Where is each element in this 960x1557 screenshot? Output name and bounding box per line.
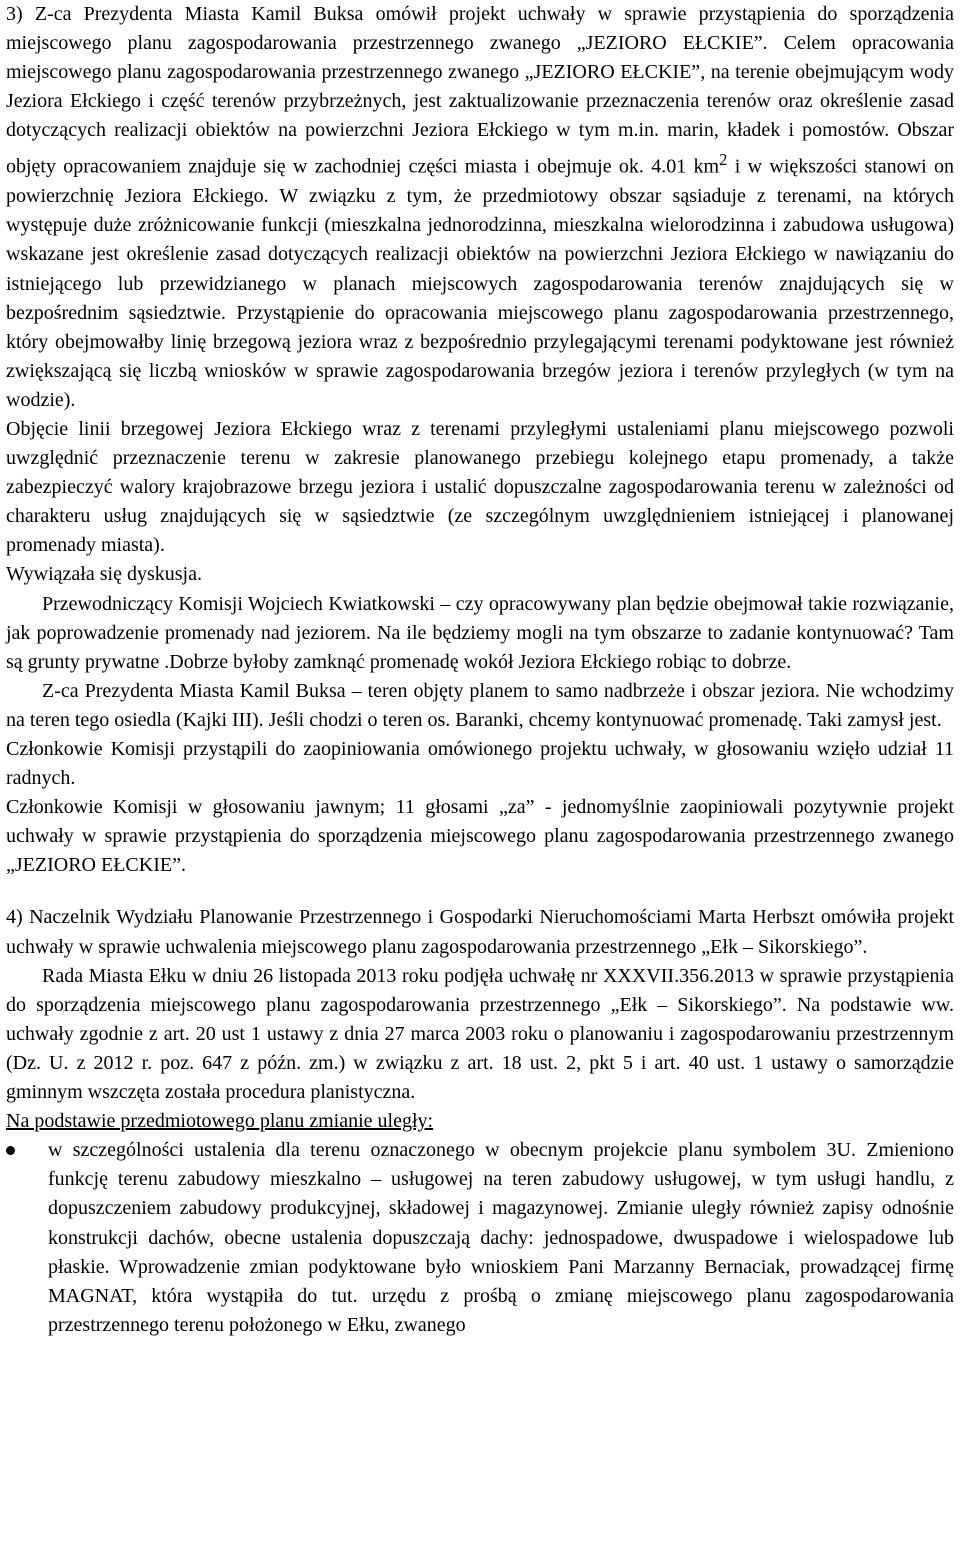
paragraph-changes-heading: Na podstawie przedmiotowego planu zmianie uległy: <box>6 1110 434 1133</box>
paragraph-vice-president-answer: Z-ca Prezydenta Miasta Kamil Buksa – teren objęty planem to samo nadbrzeże i obszar jeziora. Nie wchodzimy na teren tego osiedla (Kajki III). Jeśli chodzi o teren os. Baranki, chcemy kontynuować promenadę. Taki zamysł jest. <box>6 679 954 731</box>
list-item <box>6 1136 954 1340</box>
superscript-km2: 2 <box>719 150 728 170</box>
paragraph-voting-start: Członkowie Komisji przystąpili do zaopiniowania omówionego projektu uchwały, w głosowaniu wzięło udział 11 radnych. <box>6 738 954 790</box>
paragraph-item-3-text-a: 3) Z-ca Prezydenta Miasta Kamil Buksa omówił projekt uchwały w sprawie przystąpienia do sporządzenia miejscowego planu zagospodarowania przestrzennego zwanego „JEZIORO EŁCKIE”. Celem opracowania miejscowego planu zagospodarowania przestrzennego zwanego „JEZIORO EŁCKIE”, na terenie obejmującym wody Jeziora Ełckiego i część terenów przybrzeżnych, jest zaktualizowanie przeznaczenia terenów oraz określenie zasad dotyczących realizacji obiektów na powierzchni Jeziora Ełckiego w tym m.in. marin, kładek i pomostów. Obszar objęty opracowaniem znajduje się w zachodniej części miasta i obejmuje ok. 4.01 km <box>6 3 954 179</box>
paragraph-voting-result: Członkowie Komisji w głosowaniu jawnym; 11 głosami „za” - jednomyślnie zaopiniowali pozytywnie projekt uchwały w sprawie przystąpienia do sporządzenia miejscowego planu zagospodarowania przestrzennego zwanego „JEZIORO EŁCKIE”. <box>6 796 954 877</box>
paragraph-council-resolution: Rada Miasta Ełku w dniu 26 listopada 2013 roku podjęła uchwałę nr XXXVII.356.2013 w sprawie przystąpienia do sporządzenia miejscowego planu zagospodarowania przestrzennego „Ełk – Sikorskiego”. Na podstawie ww. uchwały zgodnie z art. 20 ust 1 ustawy z dnia 27 marca 2003 roku o planowaniu i zagospodarowaniu przestrzennym (Dz. U. z 2012 r. poz. 647 z późn. zm.) w związku z art. 18 ust. 2, pkt 5 i art. 40 ust. 1 ustawy o samorządzie gminnym wszczęta została procedura planistyczna. <box>6 964 954 1104</box>
document-page <box>6 0 954 1340</box>
changes-list <box>6 1136 954 1340</box>
list-item-text: w szczególności ustalenia dla terenu oznaczonego w obecnym projekcie planu symbolem 3U. Zmieniono funkcję terenu zabudowy mieszkalno – usługowej na teren zabudowy usługowej, w tym usługi handlu, z dopuszczeniem zabudowy produkcyjnej, składowej i magazynowej. Zmianie uległy również zapisy odnośnie konstrukcji dachów, obecne ustalenia dopuszczają dachy: jednospadowe, dwuspadowe i wielospadowe lub płaskie. Wprowadzenie zmian podyktowane było wnioskiem Pani Marzanny Bernaciak, prowadzącej firmę MAGNAT, która wystąpiła do tut. urzędu z prośbą o zmianę miejscowego planu zagospodarowania przestrzennego terenu położonego w Ełku, zwanego <box>48 1139 954 1336</box>
paragraph-discussion: Wywiązała się dyskusja. <box>6 563 202 586</box>
paragraph-item-4: 4) Naczelnik Wydziału Planowanie Przestrzennego i Gospodarki Nieruchomościami Marta Herbszt omówiła projekt uchwały w sprawie uchwalenia miejscowego planu zagospodarowania przestrzennego „Ełk – Sikorskiego”. <box>6 906 954 958</box>
paragraph-chairman-question: Przewodniczący Komisji Wojciech Kwiatkowski – czy opracowywany plan będzie obejmował takie rozwiązanie, jak poprowadzenie promenady nad jeziorem. Na ile będziemy mogli na tym obszarze to zadanie kontynuować? Tam są grunty prywatne .Dobrze byłoby zamknąć promenadę wokół Jeziora Ełckiego robiąc to dobrze. <box>6 592 954 673</box>
paragraph-item-3-text-b: i w większości stanowi on powierzchnię Jeziora Ełckiego. W związku z tym, że przedmiotowy obszar sąsiaduje z terenami, na których występuje duże zróżnicowanie funkcji (mieszkalna jednorodzinna, mieszkalna wielorodzinna i zabudowa usługowa) wskazane jest określenie zasad dotyczących realizacji obiektów na powierzchni Jeziora Ełckiego w nawiązaniu do istniejącego lub przewidzianego w planach miejscowych zagospodarowania terenów znajdujących się w bezpośrednim sąsiedztwie. Przystąpienie do opracowania miejscowego planu zagospodarowania przestrzennego, który obejmowałby linię brzegową jeziora wraz z bezpośrednio przylegającymi terenami podyktowane jest również zwiększającą się liczbą wniosków w sprawie zagospodarowania brzegów jeziora i terenów przyległych (w tym na wodzie). <box>6 156 954 411</box>
paragraph-item-3 <box>6 0 954 415</box>
bullet-icon <box>6 1146 15 1155</box>
paragraph-shoreline: Objęcie linii brzegowej Jeziora Ełckiego wraz z terenami przyległymi ustaleniami planu miejscowego pozwoli uwzględnić przeznaczenie terenu w zakresie planowanego przebiegu kolejnego etapu promenady, a także zabezpieczyć walory krajobrazowe brzegu jeziora i ustalić dopuszczalne zagospodarowania terenu w zależności od charakteru usług znajdujących się w sąsiedztwie (ze szczególnym uwzględnieniem istniejącej i planowanej promenady miasta). <box>6 417 954 557</box>
